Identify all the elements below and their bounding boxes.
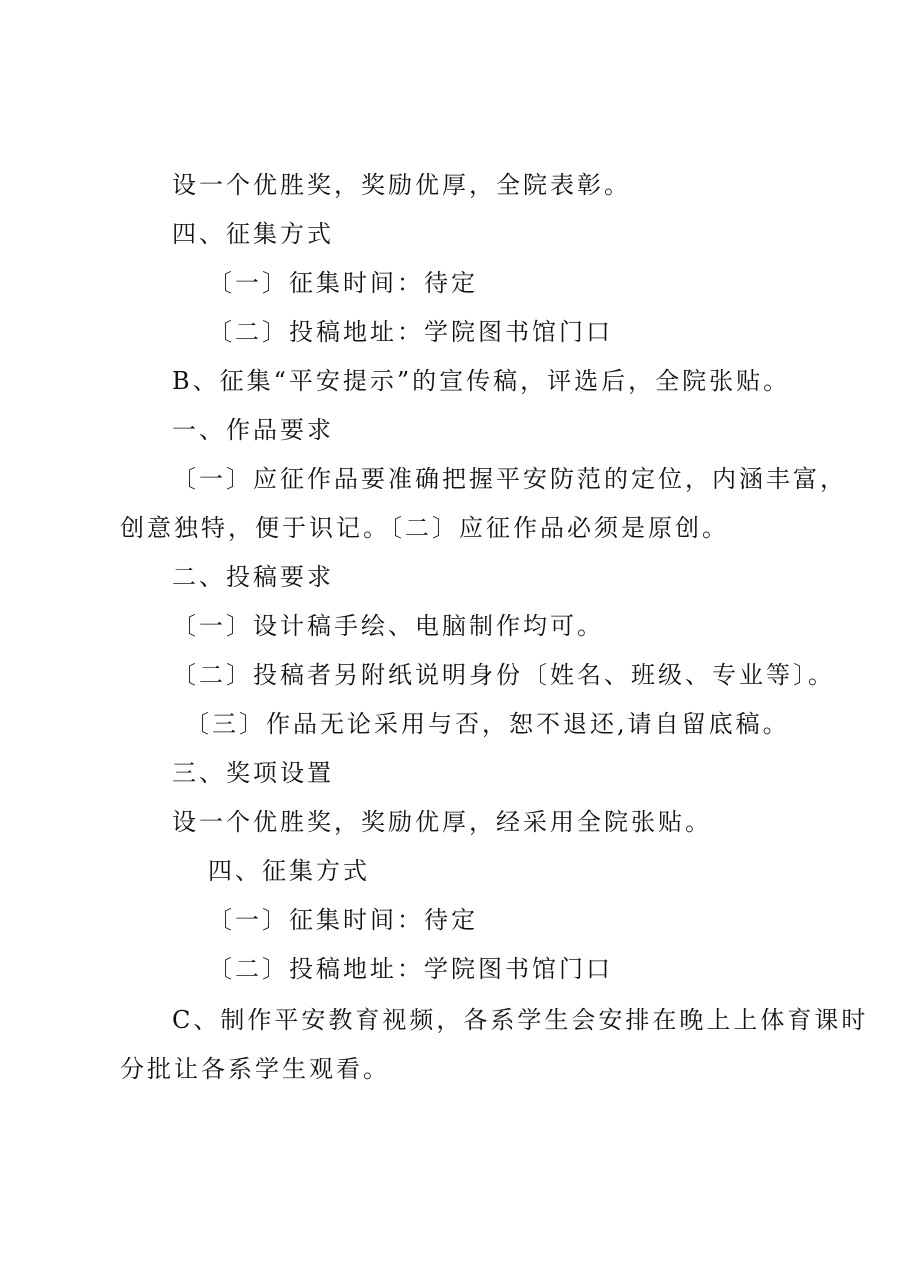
- paragraph-line: 〔一〕应征作品要准确把握平安防范的定位，内涵丰富，: [172, 465, 847, 493]
- list-item: 〔三〕作品无论采用与否，恕不退还,请自留底稿。: [185, 710, 790, 738]
- paragraph-line: 创意独特，便于识记。〔二〕应征作品必须是原创。: [120, 514, 729, 542]
- list-item: 〔一〕设计稿手绘、电脑制作均可。: [172, 612, 604, 640]
- award-line: 设一个优胜奖，奖励优厚，全院表彰。: [172, 171, 631, 199]
- list-item: 〔一〕征集时间：待定: [208, 906, 478, 934]
- section-heading: 三、奖项设置: [172, 759, 334, 787]
- part-heading: C、制作平安教育视频，各系学生会安排在晚上上体育课时: [172, 1006, 869, 1034]
- section-heading: 一、作品要求: [172, 416, 334, 444]
- section-heading: 四、征集方式: [172, 220, 334, 248]
- list-item: 〔二〕投稿地址：学院图书馆门口: [208, 955, 613, 983]
- list-item: 〔一〕征集时间：待定: [208, 269, 478, 297]
- section-heading: 四、征集方式: [208, 857, 370, 885]
- paragraph-line: 分批让各系学生观看。: [120, 1055, 390, 1083]
- list-item: 〔二〕投稿地址：学院图书馆门口: [208, 318, 613, 346]
- part-heading: B、征集“平安提示”的宣传稿，评选后，全院张贴。: [172, 367, 791, 395]
- award-line: 设一个优胜奖，奖励优厚，经采用全院张贴。: [172, 808, 712, 836]
- list-item: 〔二〕投稿者另附纸说明身份〔姓名、班级、专业等〕。: [172, 661, 835, 689]
- section-heading: 二、投稿要求: [172, 563, 334, 591]
